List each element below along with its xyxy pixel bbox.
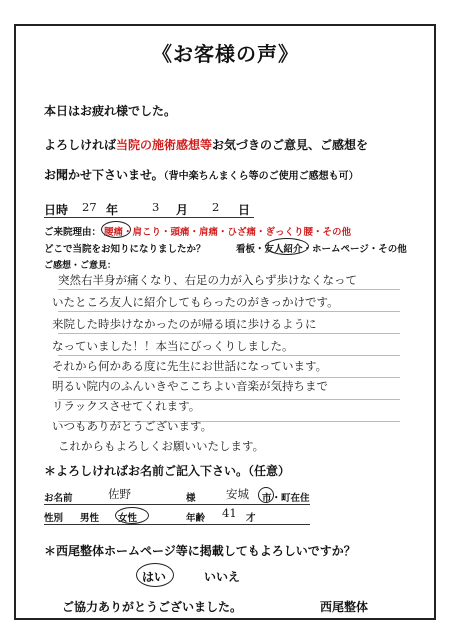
date-day-unit: 日 (238, 203, 251, 217)
intro-line-2-pre: よろしければ (44, 138, 117, 152)
footer-thanks: ご協力ありがとうございました。 (62, 600, 243, 614)
comment-line-4: なっていました！！本当にびっくりしました。 (52, 339, 294, 353)
reason-label: ご来院理由： (44, 227, 102, 238)
comment-line-8: いつもありがとうございます。 (52, 419, 213, 433)
comment-line-6: 明るい院内のふんいきやここちよい音楽が気持ちまで (52, 379, 328, 393)
city-suffix: 市・町在住 (262, 493, 310, 504)
gender-female: 女性 (118, 513, 138, 524)
comment-line-7: リラックスさせてくれます。 (52, 399, 201, 413)
honorific: 様 (186, 493, 196, 504)
name-section-heading: ＊よろしければお名前ご記入下さい。（任意） (44, 464, 291, 478)
age-label: 年齢 (186, 513, 206, 524)
footer-clinic: 西尾整体 (320, 600, 369, 614)
source-options: 看板・友人紹介・ホームページ・その他 (236, 244, 407, 255)
gender-label: 性別 (44, 513, 64, 524)
date-month-unit: 月 (176, 203, 189, 217)
name-label: お名前 (44, 493, 73, 504)
publish-yes-circle (136, 563, 174, 587)
reason-selected-circle (101, 221, 131, 238)
age-value: 41 (222, 506, 237, 520)
publish-question: ＊西尾整体ホームページ等に掲載してもよろしいですか？ (44, 544, 356, 558)
intro-line-3-main: お聞かせ下さいませ。 (44, 168, 164, 182)
intro-line-2 (44, 136, 368, 153)
date-year-unit: 年 (106, 203, 119, 217)
comment-line-3: 来院した時歩けなかったのが帰る頃に歩けるように (52, 317, 317, 331)
comment-line-9: これからもよろしくお願いいたします。 (58, 439, 265, 453)
comment-rule-3 (58, 333, 400, 334)
gender-male: 男性 (80, 513, 100, 524)
source-label: どこで当院をお知りになりましたか？ (44, 244, 206, 255)
intro-line-3-note: （背中楽ちんまくら等のご使用ご感想も可） (163, 171, 359, 182)
publish-yes: はい (142, 570, 167, 584)
reason-options: 腰痛・肩こり・頭痛・肩痛・ひざ痛・ぎっくり腰・その他 (104, 227, 352, 238)
intro-line-2-highlight: 当院の施術感想等 (116, 138, 213, 152)
date-label: 日時 (44, 203, 69, 217)
comment-rule-4 (58, 355, 400, 356)
date-day-value: 2 (212, 200, 220, 214)
surname-value: 佐野 (108, 487, 131, 501)
gender-selected-circle (115, 507, 149, 524)
comment-line-1: 突然右半身が痛くなり、右足の力が入らず歩けなくなって (58, 273, 357, 287)
comment-rule-1 (58, 289, 400, 290)
intro-line-3 (44, 166, 359, 183)
publish-no: いいえ (204, 570, 241, 584)
city-value: 安城 (226, 487, 249, 501)
comment-rule-2 (58, 311, 400, 312)
city-selected-circle (258, 487, 274, 503)
intro-line-1: 本日はお疲れ様でした。 (44, 104, 177, 118)
intro-line-2-post: お気づきのご意見、ご感想を (212, 138, 369, 152)
date-year-value: 27 (82, 200, 97, 214)
source-selected-circle (265, 238, 309, 255)
page-title: 《お客様の声》 (152, 42, 299, 66)
gender-age-underline (44, 524, 310, 525)
date-month-value: 3 (152, 200, 160, 214)
age-unit: 才 (246, 513, 256, 524)
comment-line-5: それから何かある度に先生にお世話になっています。 (52, 359, 328, 373)
name-underline (44, 504, 310, 505)
date-underline (44, 217, 254, 218)
comment-line-2: いたところ友人に紹介してもらったのがきっかけです。 (52, 295, 339, 309)
comments-label: ご感想・ご意見： (44, 261, 117, 271)
